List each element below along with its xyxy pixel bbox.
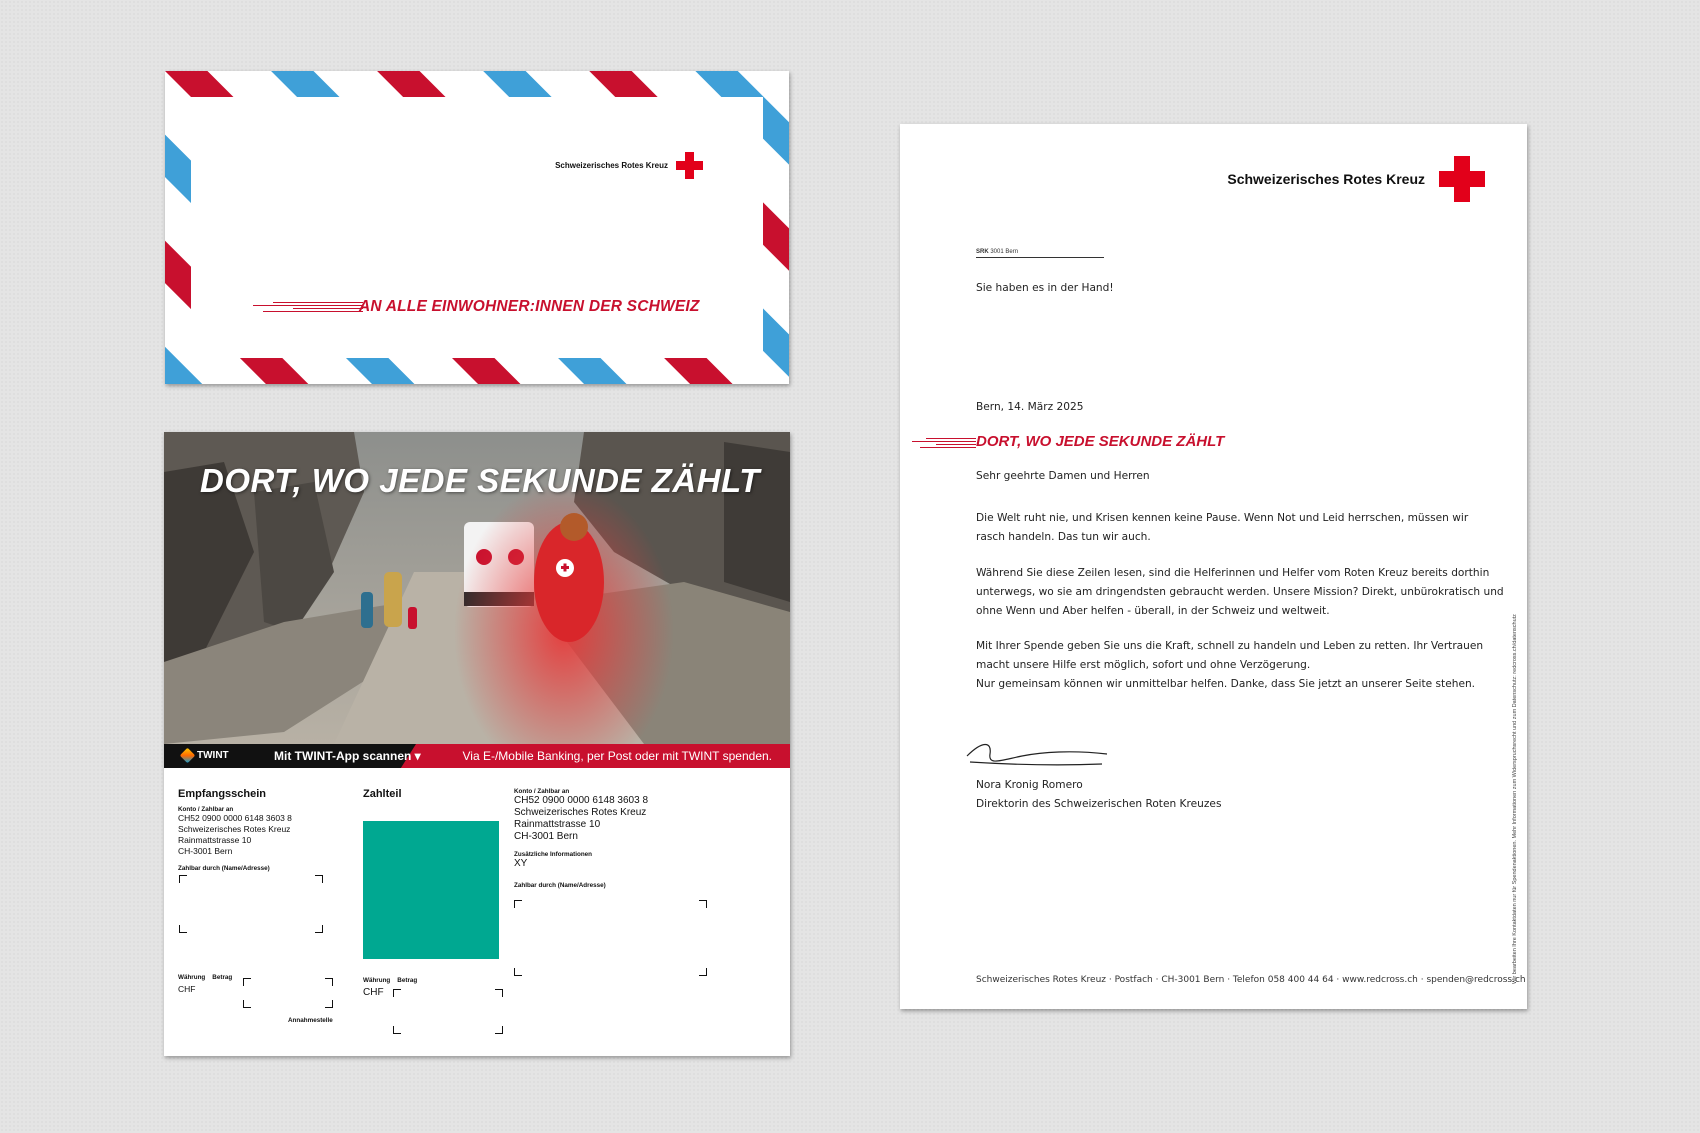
- letter-brand-name: Schweizerisches Rotes Kreuz: [1227, 171, 1425, 187]
- receipt-account-line: Rainmattstrasse 10: [178, 835, 252, 845]
- receipt-amount-label: Betrag: [212, 974, 233, 981]
- payment-section: [363, 788, 402, 800]
- receipt-title: Empfangsschein: [178, 788, 267, 800]
- receipt-account-line: Schweizerisches Rotes Kreuz: [178, 824, 291, 834]
- receipt-account-label: Konto / Zahlbar an: [178, 806, 234, 813]
- privacy-note-rotated: Wir bearbeiten Ihre Kontaktdaten nur für Spendenaktionen. Mehr Informationen zum Widerspruchsrecht und zum Datenschutz: redcross.ch/datenschutz: [1512, 614, 1518, 984]
- handwritten-signature: [962, 736, 1112, 776]
- payment-account-line: Rainmattstrasse 10: [514, 819, 601, 830]
- receipt-currency-value: CHF: [178, 984, 196, 994]
- receipt-currency: [178, 974, 232, 995]
- speed-lines: [912, 437, 976, 449]
- receipt-account-line: CH-3001 Bern: [178, 846, 233, 856]
- signer-name: Nora Kronig Romero: [976, 779, 1083, 791]
- paragraph-1: Die Welt ruht nie, und Krisen kennen keine Pause. Wenn Not und Leid herrschen, müssen wir rasch handeln. Das tun wir auch.: [976, 512, 1469, 543]
- via-label: Via E-/Mobile Banking, per Post oder mit TWINT spenden.: [462, 749, 772, 763]
- payment-amount-box[interactable]: [393, 989, 503, 1034]
- letter-brand: [1227, 156, 1485, 202]
- payment-currency-label: Währung: [363, 977, 391, 984]
- hero-photo: [164, 432, 790, 744]
- payment-account-line: CH-3001 Bern: [514, 831, 578, 842]
- envelope-slogan: AN ALLE EINWOHNER:INNEN DER SCHWEIZ: [359, 298, 700, 315]
- payment-account: [514, 788, 734, 889]
- speed-lines: [251, 301, 363, 313]
- payment-info-value: XY: [514, 858, 528, 869]
- payment-title: Zahlteil: [363, 788, 402, 800]
- flyer-headline: DORT, WO JEDE SEKUNDE ZÄHLT: [200, 462, 760, 499]
- twint-logo: TWINT: [182, 750, 229, 761]
- paragraph-2: Während Sie diese Zeilen lesen, sind die Helferinnen und Helfer vom Roten Kreuz bereits dorthin unterwegs, wo sie am dringendsten gebraucht werden. Unsere Mission? Direkt, unbürokratisch und ohne Wenn und Aber helfen - überall, in der Schweiz und weltweit.: [976, 567, 1504, 617]
- letter-date: Bern, 14. März 2025: [976, 401, 1084, 413]
- receipt-section: [178, 788, 338, 872]
- sender-line: SRK 3001 Bern: [976, 249, 1104, 258]
- envelope-brand: [555, 152, 703, 179]
- twint-icon: [180, 748, 196, 764]
- triangle-down-icon: ▾: [414, 749, 421, 763]
- receipt-currency-label: Währung: [178, 974, 206, 981]
- receipt-account-line: CH52 0900 0000 6148 3603 8: [178, 813, 292, 823]
- receipt-payable-box[interactable]: [179, 875, 323, 933]
- acceptance-label: Annahmestelle: [288, 1017, 333, 1024]
- envelope-brand-name: Schweizerisches Rotes Kreuz: [555, 161, 668, 170]
- paragraph-3: Mit Ihrer Spende geben Sie uns die Kraft, schnell zu handeln und Leben zu retten. Ihr Vertrauen macht unsere Hilfe erst möglich, sofort und ohne Verzögerung. Nur gemeinsam können wir unmittelbar helfen. Danke, dass Sie jetzt an unserer Seite stehen.: [976, 640, 1484, 690]
- receipt-acceptance: [288, 1017, 333, 1024]
- envelope: [165, 71, 789, 384]
- payment-account-label: Konto / Zahlbar an: [514, 788, 570, 795]
- payment-amount-label: Betrag: [397, 977, 418, 984]
- letter: [900, 124, 1527, 1009]
- payment-bar: [164, 744, 790, 768]
- scan-label: Mit TWINT-App scannen ▾: [274, 749, 421, 763]
- signer-title: Direktorin des Schweizerischen Roten Kreuzes: [976, 798, 1222, 810]
- salutation: Sehr geehrte Damen und Herren: [976, 470, 1150, 482]
- payment-currency-value: CHF: [363, 987, 384, 998]
- letter-title: DORT, WO JEDE SEKUNDE ZÄHLT: [976, 433, 1225, 450]
- payment-account-line: Schweizerisches Rotes Kreuz: [514, 807, 647, 818]
- red-cross-logo: [1439, 156, 1485, 202]
- payment-payable-box[interactable]: [514, 900, 707, 976]
- payment-info-label: Zusätzliche Informationen: [514, 851, 593, 858]
- payment-account-line: CH52 0900 0000 6148 3603 8: [514, 795, 649, 806]
- letter-footer: Schweizerisches Rotes Kreuz · Postfach · CH-3001 Bern · Telefon 058 400 44 64 · www.redcross.ch · spenden@redcross.ch: [976, 975, 1526, 985]
- donation-flyer: [164, 432, 790, 1056]
- recipient-address: Sie haben es in der Hand!: [976, 282, 1114, 294]
- envelope-inner: [191, 97, 763, 358]
- red-cross-logo: [676, 152, 703, 179]
- receipt-amount-box[interactable]: [243, 978, 333, 1008]
- payment-payable-label: Zahlbar durch (Name/Adresse): [514, 882, 606, 889]
- receipt-payable-label: Zahlbar durch (Name/Adresse): [178, 865, 270, 872]
- qr-code[interactable]: [363, 821, 499, 959]
